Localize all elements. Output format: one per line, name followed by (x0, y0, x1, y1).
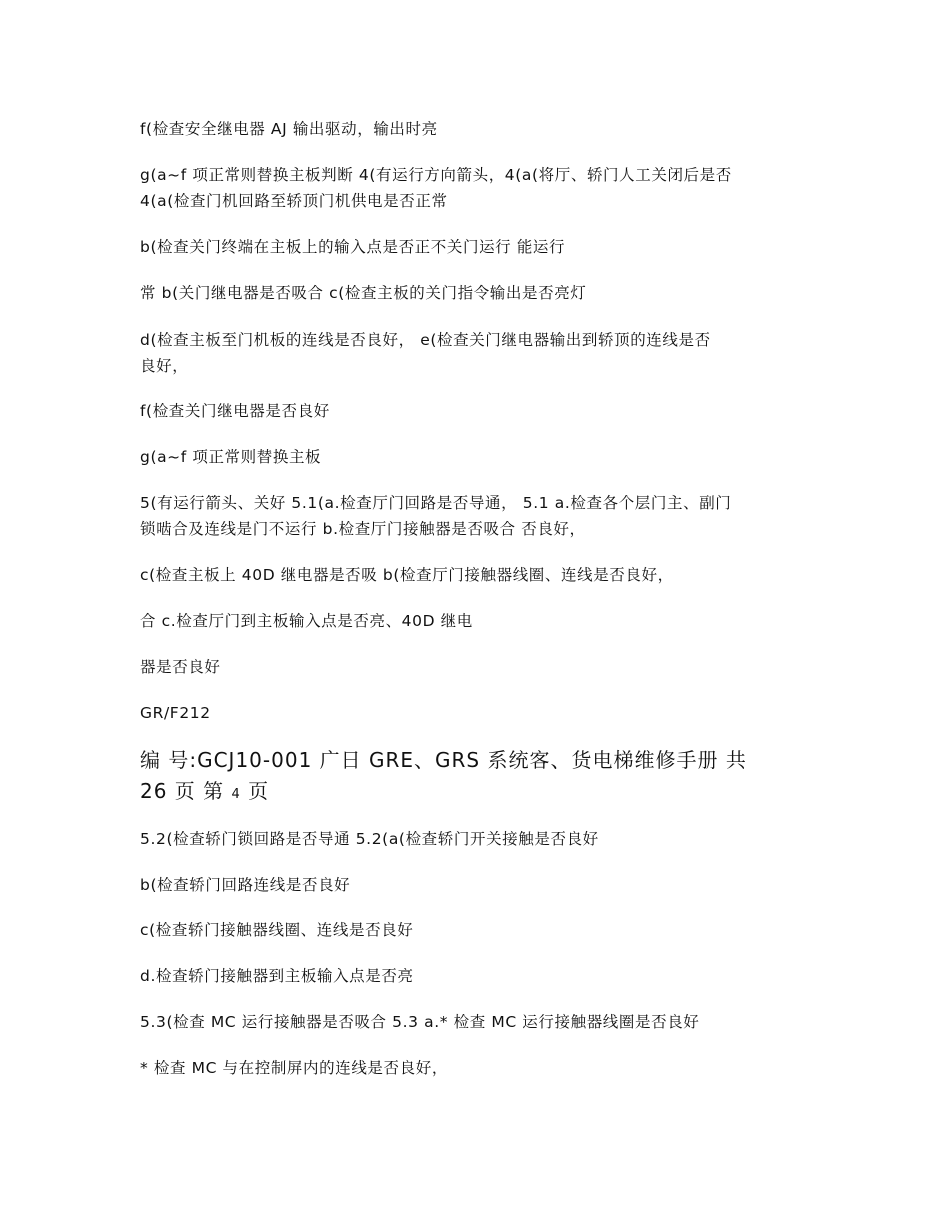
text-line: 锁啮合及连线是门不运行 b.检查厅门接触器是否吸合 否良好， (140, 520, 586, 538)
text-line: g(a~f 项正常则替换主板判断 4(有运行方向箭头，4(a(将厅、轿门人工关闭后是否 (140, 166, 732, 184)
text-line: 常 b(关门继电器是否吸合 c(检查主板的关门指令输出是否亮灯 (140, 284, 587, 302)
heading-page-number: 4 (231, 787, 241, 802)
text-line: * 检查 MC 与在控制屏内的连线是否良好， (140, 1059, 448, 1077)
text-line: 5.3(检查 MC 运行接触器是否吸合 5.3 a.* 检查 MC 运行接触器线圈是否良好 (140, 1013, 700, 1031)
text-line: 器是否良好 (140, 658, 221, 676)
text-line: 5.2(检查轿门锁回路是否导通 5.2(a(检查轿门开关接触是否良好 (140, 830, 599, 848)
heading-page-suffix: 页 (240, 779, 270, 803)
text-line: d(检查主板至门机板的连线是否良好， e(检查关门继电器输出到轿顶的连线是否 (140, 331, 711, 349)
text-line: 4(a(检查门机回路至轿顶门机供电是否正常 (140, 192, 448, 210)
text-line: b(检查关门终端在主板上的输入点是否正不关门运行 能运行 (140, 238, 566, 256)
manual-heading: 编 号:GCJ10-001 广日 GRE、GRS 系统客、货电梯维修手册 共 (140, 748, 747, 772)
text-line: c(检查主板上 40D 继电器是否吸 b(检查厅门接触器线圈、连线是否良好， (140, 566, 674, 584)
form-code: GR/F212 (140, 704, 211, 722)
text-line: 合 c.检查厅门到主板输入点是否亮、40D 继电 (140, 612, 473, 630)
document-page (140, 0, 820, 1230)
text-line: d.检查轿门接触器到主板输入点是否亮 (140, 967, 414, 985)
text-line: b(检查轿门回路连线是否良好 (140, 876, 351, 894)
manual-heading-pages (140, 776, 820, 810)
heading-total-pages: 26 页 第 (140, 779, 232, 803)
text-line: f(检查安全继电器 AJ 输出驱动，输出时亮 (140, 120, 438, 138)
text-line: 良好， (140, 357, 189, 375)
text-line: 5(有运行箭头、关好 5.1(a.检查厅门回路是否导通， 5.1 a.检查各个层门主、副门 (140, 494, 732, 512)
text-line: c(检查轿门接触器线圈、连线是否良好 (140, 921, 414, 939)
text-line: g(a~f 项正常则替换主板 (140, 448, 322, 466)
text-line: f(检查关门继电器是否良好 (140, 402, 330, 420)
